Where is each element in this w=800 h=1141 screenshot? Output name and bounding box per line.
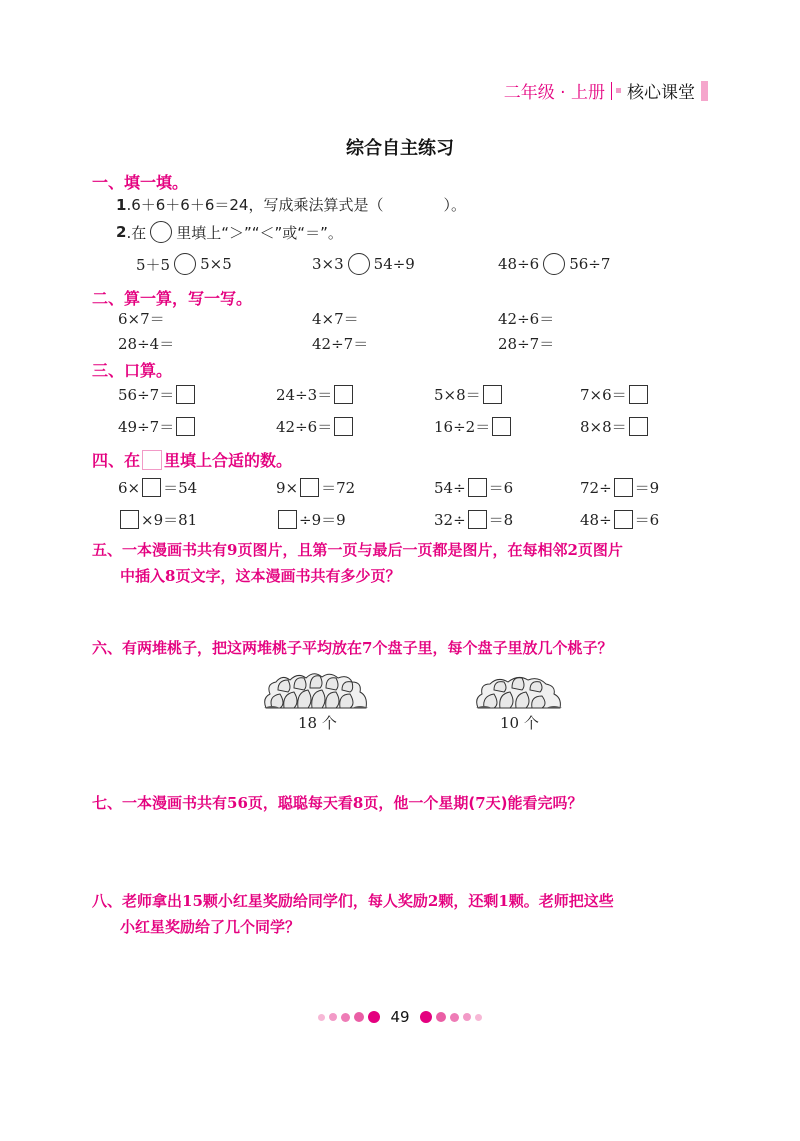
expr: 5×8＝ [434, 386, 481, 404]
compare-right: 54÷9 [373, 255, 415, 273]
text: 颗。老师把这些 [508, 892, 614, 910]
answer-box[interactable] [142, 478, 161, 497]
mental-item [118, 416, 197, 437]
text: 七、一本漫画书共有 [92, 794, 228, 812]
answer-box[interactable] [468, 510, 487, 529]
answer-box[interactable] [468, 478, 487, 497]
mental-item [580, 384, 650, 405]
section-3-heading: 三、口算。 [92, 361, 173, 380]
text: 八、老师拿出 [92, 892, 183, 910]
expr: 49÷7＝ [118, 418, 175, 436]
number: 7 [475, 794, 486, 812]
dot-icon [318, 1014, 325, 1021]
section-1-heading: 一、填一填。 [92, 173, 189, 192]
compare-left: 5＋5 [136, 255, 171, 274]
expr-pre: 48÷ [580, 510, 612, 529]
section-5-question [92, 537, 712, 589]
text: 六、有两堆桃子，把这两堆桃子平均放在 [92, 639, 363, 657]
expr-post: ＝72 [321, 479, 356, 497]
dot-icon [463, 1013, 471, 1021]
fill-item [434, 509, 513, 530]
expr: 8×8＝ [580, 418, 627, 436]
expr-pre: 32÷ [434, 510, 466, 529]
expr-post: ＝6 [488, 479, 514, 497]
text: 中插入 [120, 567, 166, 585]
s1-question-2 [116, 221, 343, 243]
s5-line-2 [92, 563, 712, 589]
s1-question-1 [116, 194, 466, 215]
answer-box[interactable] [334, 417, 353, 436]
s4-heading-pre: 四、在 [92, 451, 141, 470]
compare-left: 3×3 [312, 255, 344, 273]
square-bullet-icon [616, 88, 621, 93]
s8-line-1 [92, 888, 712, 914]
mental-item [276, 384, 355, 405]
dot-icon [475, 1014, 482, 1021]
answer-box[interactable] [614, 510, 633, 529]
number: 8 [165, 567, 176, 585]
answer-box[interactable] [278, 510, 297, 529]
expr: 42÷6＝ [276, 418, 333, 436]
expr-post: ＝9 [634, 479, 660, 497]
dot-icon [450, 1013, 459, 1022]
grade-label: 二年级 · 上册 [503, 83, 605, 103]
number: 56 [227, 794, 248, 812]
answer-box[interactable] [176, 417, 195, 436]
fill-item [276, 477, 355, 498]
fill-item [118, 477, 197, 498]
answer-box[interactable] [120, 510, 139, 529]
compare-item-1 [136, 253, 232, 275]
peach-label-18: 18 个 [298, 714, 337, 732]
page-header [504, 78, 708, 103]
compare-item-3 [498, 253, 610, 275]
text: 五、一本漫画书共有 [92, 541, 228, 559]
number: 9 [227, 541, 238, 559]
compare-circle-icon [150, 221, 172, 243]
text: 页，聪聪每天看 [247, 794, 353, 812]
expr: 16÷2＝ [434, 418, 491, 436]
dot-icon [420, 1011, 432, 1023]
mental-item [434, 416, 513, 437]
section-4-heading [92, 448, 292, 471]
section-6-question [92, 635, 712, 661]
q1-number: 1 [116, 196, 127, 214]
calc-item: 6×7＝ [118, 310, 165, 328]
expr-post: ＝54 [163, 479, 198, 497]
answer-box[interactable] [334, 385, 353, 404]
peach-pile-18-icon [262, 664, 372, 710]
compare-right: 56÷7 [569, 255, 611, 273]
answer-box[interactable] [614, 478, 633, 497]
peach-pile-10-icon [474, 666, 564, 710]
series-label: 核心课堂 [627, 83, 695, 103]
expr: 7×6＝ [580, 386, 627, 404]
page-footer [0, 1008, 800, 1026]
text: 天)能看完吗？ [485, 794, 583, 812]
text: 页图片 [577, 541, 623, 559]
fill-item [118, 509, 197, 530]
expr-post: ×9＝81 [141, 511, 198, 529]
section-2-heading: 二、算一算，写一写。 [92, 289, 253, 308]
compare-right: 5×5 [200, 255, 232, 273]
page-number: 49 [390, 1008, 410, 1026]
text: 颗，还剩 [438, 892, 499, 910]
number: 2 [567, 541, 578, 559]
answer-box[interactable] [483, 385, 502, 404]
calc-item: 28÷7＝ [498, 335, 555, 353]
calc-item: 4×7＝ [312, 310, 359, 328]
q2-post: 里填上“＞”“＜”或“＝”。 [176, 223, 343, 242]
answer-box[interactable] [629, 385, 648, 404]
calc-item: 28÷4＝ [118, 335, 175, 353]
page-title: 综合自主练习 [346, 138, 454, 159]
expr-post: ＝8 [488, 511, 514, 529]
text: 页，他一个星期( [363, 794, 476, 812]
expr-pre: 72÷ [580, 478, 612, 497]
dot-icon [368, 1011, 380, 1023]
number: 7 [362, 639, 373, 657]
expr-post: ÷9＝9 [299, 511, 346, 529]
q1-text: .6＋6＋6＋6＝24，写成乘法算式是（ ）。 [126, 196, 466, 214]
s5-line-1 [92, 537, 712, 563]
header-end-bar [701, 81, 708, 101]
number: 1 [498, 892, 509, 910]
s8-line-2: 小红星奖励给了几个同学？ [120, 918, 301, 936]
fill-item [276, 509, 346, 530]
number: 15 [182, 892, 203, 910]
calc-item: 42÷7＝ [312, 335, 369, 353]
answer-circle[interactable] [174, 253, 196, 275]
expr-pre: 6× [118, 478, 141, 497]
s4-heading-post: 里填上合适的数。 [164, 451, 293, 470]
answer-circle[interactable] [543, 253, 565, 275]
text: 个盘子里，每个盘子里放几个桃子？ [372, 639, 613, 657]
q2-pre: .在 [126, 223, 147, 242]
fill-item [580, 477, 659, 498]
expr: 56÷7＝ [118, 386, 175, 404]
answer-box[interactable] [629, 417, 648, 436]
compare-item-2 [312, 253, 415, 275]
answer-circle[interactable] [348, 253, 370, 275]
dot-icon [341, 1013, 350, 1022]
number: 8 [352, 794, 364, 812]
section-8-question [92, 888, 712, 940]
answer-box[interactable] [300, 478, 319, 497]
expr-post: ＝6 [634, 511, 660, 529]
dot-icon [329, 1013, 337, 1021]
text: 页图片，且第一页与最后一页都是图片，在每相邻 [237, 541, 568, 559]
compare-left: 48÷6 [498, 255, 540, 273]
fill-item [434, 477, 513, 498]
mental-item [276, 416, 355, 437]
calc-item: 42÷6＝ [498, 310, 555, 328]
fill-item [580, 509, 659, 530]
q2-number: 2 [116, 223, 127, 241]
dot-icon [436, 1012, 446, 1022]
expr: 24÷3＝ [276, 386, 333, 404]
text: 颗小红星奖励给同学们，每人奖励 [202, 892, 428, 910]
section-7-question [92, 790, 712, 816]
pink-box-icon [142, 450, 162, 470]
mental-item [580, 416, 650, 437]
expr-pre: 54÷ [434, 478, 466, 497]
text: 页文字，这本漫画书共有多少页？ [175, 567, 401, 585]
answer-box[interactable] [176, 385, 195, 404]
peach-label-10: 10 个 [500, 714, 539, 732]
answer-box[interactable] [492, 417, 511, 436]
header-separator [611, 82, 612, 100]
number: 2 [427, 892, 439, 910]
expr-pre: 9× [276, 478, 299, 497]
dot-icon [354, 1012, 364, 1022]
mental-item [434, 384, 504, 405]
mental-item [118, 384, 197, 405]
